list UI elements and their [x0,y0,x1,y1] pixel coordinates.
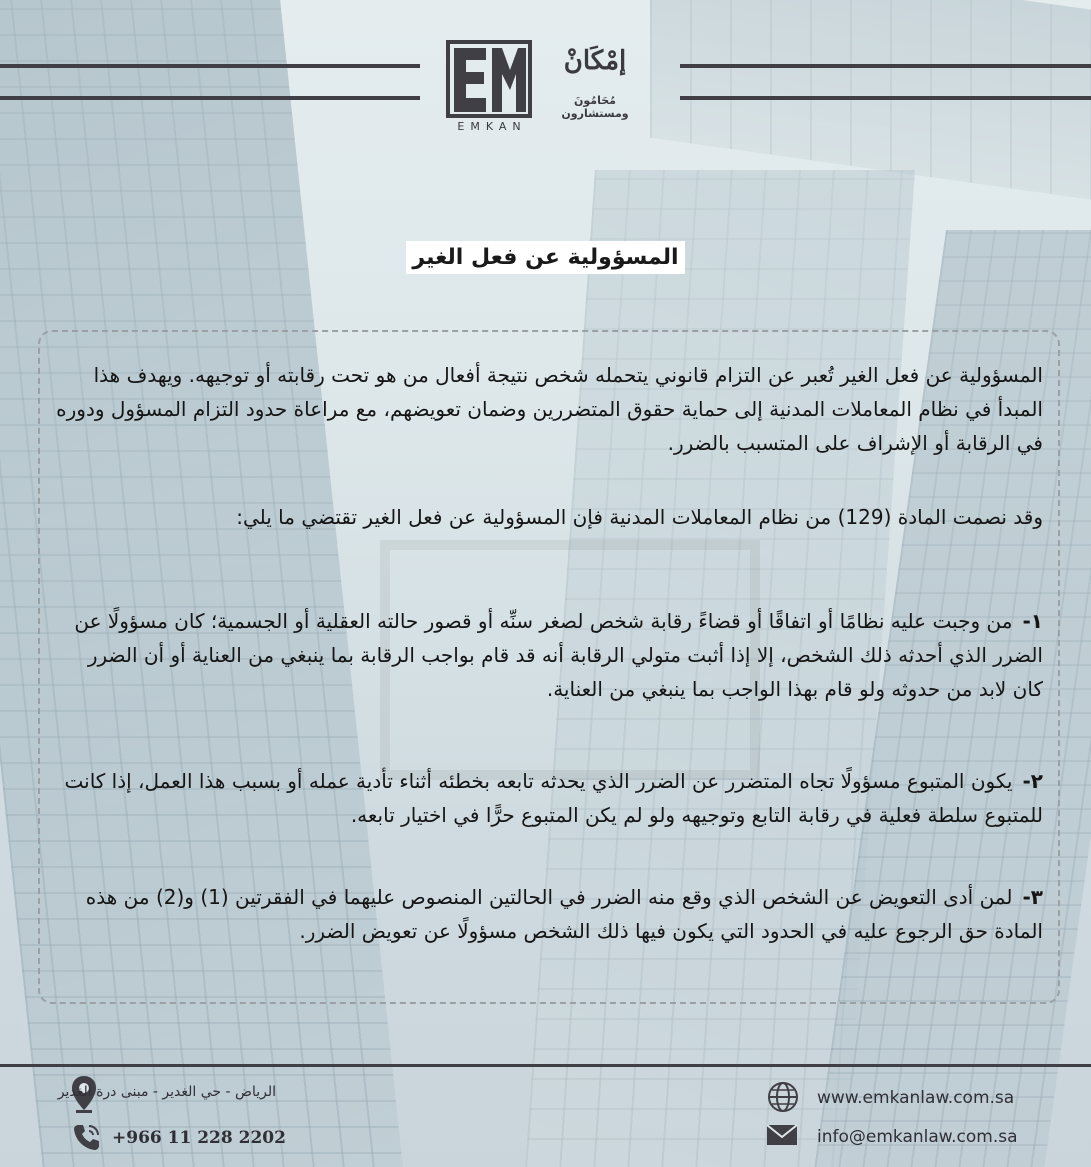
footer-phone[interactable]: +966 11 228 2202 [112,1128,286,1148]
list-item-number: ٢- [1022,769,1043,793]
brand-logo [446,40,646,136]
list-item-number: ١- [1022,609,1043,633]
footer-email-link[interactable]: info@emkanlaw.com.sa [817,1127,1018,1147]
globe-icon [766,1080,800,1114]
header-line-right-top [680,64,1091,68]
list-item [53,764,1043,832]
page-title: المسؤولية عن فعل الغير [406,241,684,274]
brand-name-arabic: إمْكَانْ [563,46,627,76]
header-line-left-top [0,64,420,68]
emkan-logo-mark-icon [446,40,532,118]
header-line-left-bottom [0,96,420,100]
list-item-text: من وجبت عليه نظامًا أو اتفاقًا أو قضاءً رقابة شخص لصغر سنِّه أو قصور حالته العقلية أو الجسمية؛ كان مسؤولًا عن الضرر الذي أحدثه ذلك الشخص، إلا إذا أثبت متولي الرقابة أنه قد قام بواجب الرقابة بما ينبغي من العناية أو أن الضرر كان لابد من حدوثه ولو قام بهذا الواجب بما ينبغي من العناية. [74,609,1043,701]
intro-article-reference: وقد نصمت المادة (129) من نظام المعاملات المدنية فإن المسؤولية عن فعل الغير تقتضي ما يلي: [236,505,1043,529]
footer-address: الرياض - حي الغدير - مبنى درة الغدير [57,1084,276,1100]
page-title-wrap [0,241,1091,274]
list-item [53,604,1043,706]
brand-name-english: EMKAN [457,120,527,133]
list-item [53,880,1043,948]
header-line-right-bottom [680,96,1091,100]
footer-divider [0,1064,1091,1067]
phone-icon [72,1122,102,1152]
list-item-number: ٣- [1022,885,1043,909]
intro-paragraph: المسؤولية عن فعل الغير تُعبر عن التزام قانوني يتحمله شخص نتيجة أفعال من هو تحت رقابته أو توجيهه. ويهدف هذا المبدأ في نظام المعاملات المدنية إلى حماية حقوق المتضررين وضمان تعويضهم، مع مراعاة حدود التزام المسؤول ودوره في الرقابة أو الإشراف على المتسبب بالضرر. [56,363,1043,455]
list-item-text: لمن أدى التعويض عن الشخص الذي وقع منه الضرر في الحالتين المنصوص عليهما في الفقرتين (1) و(2) من هذه المادة حق الرجوع عليه في الحدود التي يكون فيها ذلك الشخص مسؤولًا عن تعويض الضرر. [85,885,1043,943]
list-item-text: يكون المتبوع مسؤولًا تجاه المتضرر عن الضرر الذي يحدثه تابعه بخطئه أثناء تأدية عمله أو بسبب هذا العمل، إذا كانت للمتبوع سلطة فعلية في رقابة التابع وتوجيهه ولو لم يكن المتبوع حرًّا في اختيار تابعه. [64,769,1043,827]
envelope-icon [766,1124,798,1146]
brand-subtitle-arabic: مُحَامُونَ ومستشارون [561,94,629,120]
footer-website-link[interactable]: www.emkanlaw.com.sa [817,1088,1015,1108]
